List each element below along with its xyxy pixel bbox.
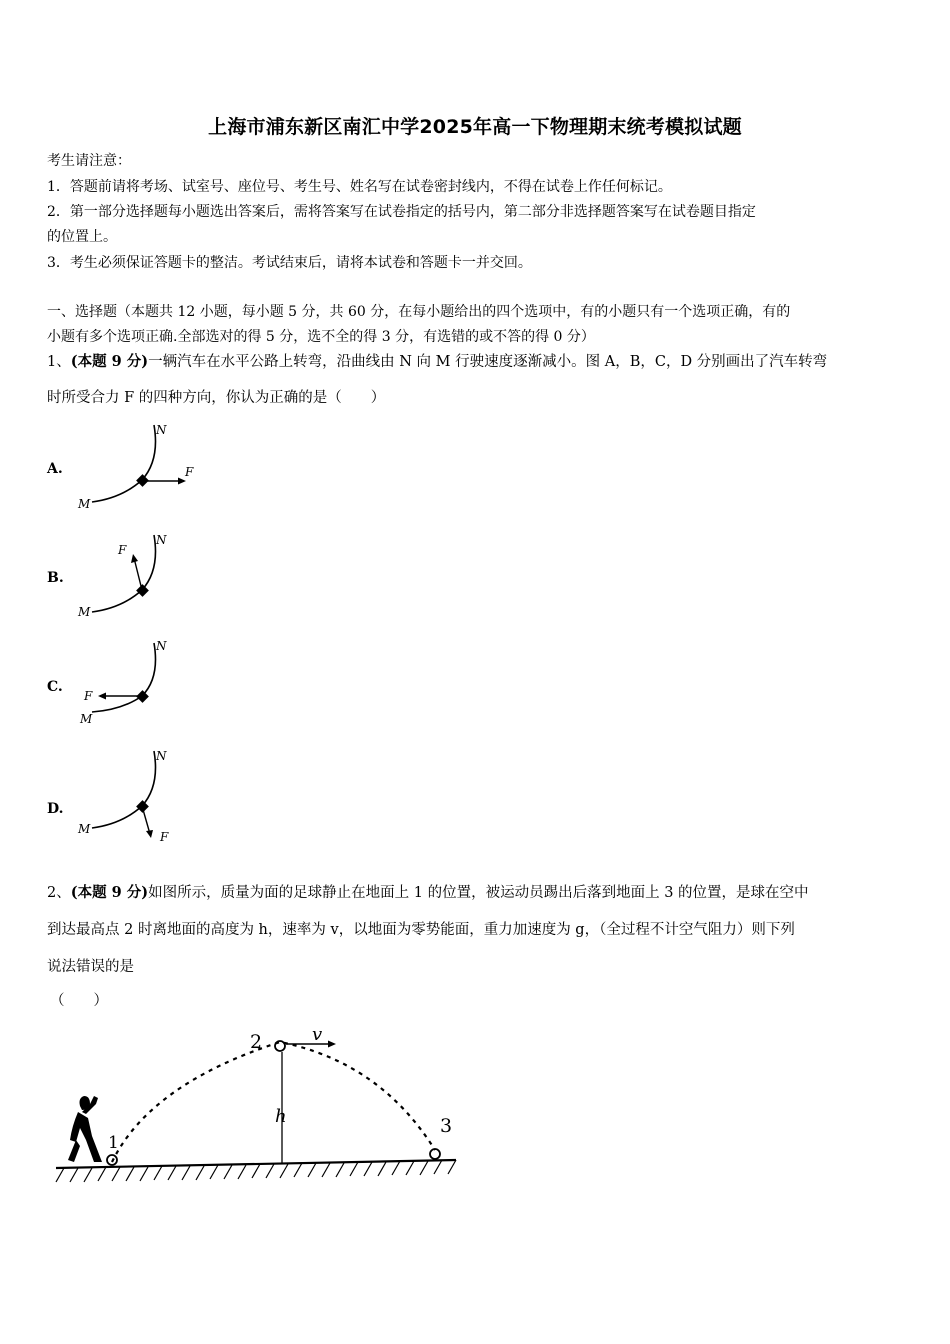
label-position-3: 3	[440, 1115, 453, 1137]
force-arrow	[134, 558, 142, 590]
label-f: F	[160, 830, 169, 844]
question-2-line-1	[47, 884, 809, 902]
section-instructions-2: 小题有多个选项正确.全部选对的得 5 分，选不全的得 3 分，有选错的或不答的得 0 分）	[47, 329, 595, 345]
trajectory-curve	[112, 1042, 435, 1162]
notice-item-1: 1．答题前请将考场、试室号、座位号、考生号、姓名写在试卷密封线内，不得在试卷上作任何标记。	[47, 179, 672, 195]
option-c-figure[interactable]	[72, 638, 212, 733]
notice-heading: 考生请注意：	[47, 153, 131, 169]
label-n: N	[156, 423, 167, 437]
label-f: F	[118, 543, 127, 557]
question-1-text-1: 一辆汽车在水平公路上转弯，沿曲线由 N 向 M 行驶速度逐渐减小。图 A，B，C，D 分别画出了汽车转弯	[148, 354, 828, 370]
question-2-text-1: 如图所示，质量为面的足球静止在地面上 1 的位置，被运动员踢出后落到地面上 3 的位置，是球在空中	[148, 885, 809, 901]
label-n: N	[156, 749, 167, 763]
page-title: 上海市浦东新区南汇中学2025年高一下物理期末统考模拟试题	[208, 116, 742, 138]
ball-position-2	[275, 1041, 285, 1051]
force-arrow	[142, 806, 150, 834]
car-block	[136, 584, 149, 597]
label-m: M	[78, 605, 91, 619]
notice-item-3: 3．考生必须保证答题卡的整洁。考试结束后，请将本试卷和答题卡一并交回。	[47, 255, 532, 271]
option-d-figure[interactable]	[72, 746, 212, 846]
question-2-text-3: 说法错误的是	[47, 959, 134, 975]
label-position-1: 1	[108, 1133, 119, 1153]
player-figure	[68, 1096, 102, 1162]
label-height: h	[275, 1106, 287, 1127]
question-1-line-1	[47, 353, 827, 371]
question-1-score: (本题 9 分)	[70, 353, 149, 370]
label-m: M	[78, 497, 91, 511]
label-n: N	[156, 533, 167, 547]
label-position-2: 2	[250, 1031, 263, 1053]
question-2-answer-blank[interactable]: （ ）	[50, 993, 108, 1009]
ball-position-3	[430, 1149, 440, 1159]
label-f: F	[84, 689, 93, 703]
option-d-label[interactable]: D.	[47, 801, 64, 817]
notice-item-2-cont: 的位置上。	[47, 229, 117, 245]
label-velocity: v	[312, 1024, 323, 1045]
question-1-number: 1、	[47, 354, 71, 370]
option-b-figure[interactable]	[72, 530, 212, 630]
football-trajectory-figure	[50, 1022, 470, 1192]
section-instructions-1: 一、选择题（本题共 12 小题，每小题 5 分，共 60 分，在每小题给出的四个选项中，有的小题只有一个选项正确，有的	[47, 304, 791, 320]
option-a-figure[interactable]	[72, 420, 212, 520]
option-c-label[interactable]: C.	[47, 679, 63, 695]
question-2-number: 2、	[47, 885, 71, 901]
label-m: M	[78, 822, 91, 836]
option-b-label[interactable]: B.	[47, 570, 64, 586]
label-m: M	[80, 712, 93, 726]
label-f: F	[185, 465, 194, 479]
question-1-text-2: 时所受合力 F 的四种方向，你认为正确的是（ ）	[47, 390, 386, 406]
option-a-label[interactable]: A.	[47, 461, 63, 477]
notice-item-2: 2．第一部分选择题每小题选出答案后，需将答案写在试卷指定的括号内，第二部分非选择题答案写在试卷题目指定	[47, 204, 756, 220]
question-2-score: (本题 9 分)	[70, 884, 149, 901]
question-2-text-2: 到达最高点 2 时离地面的高度为 h，速率为 v，以地面为零势能面，重力加速度为 g，（全过程不计空气阻力）则下列	[47, 922, 795, 938]
label-n: N	[156, 639, 167, 653]
